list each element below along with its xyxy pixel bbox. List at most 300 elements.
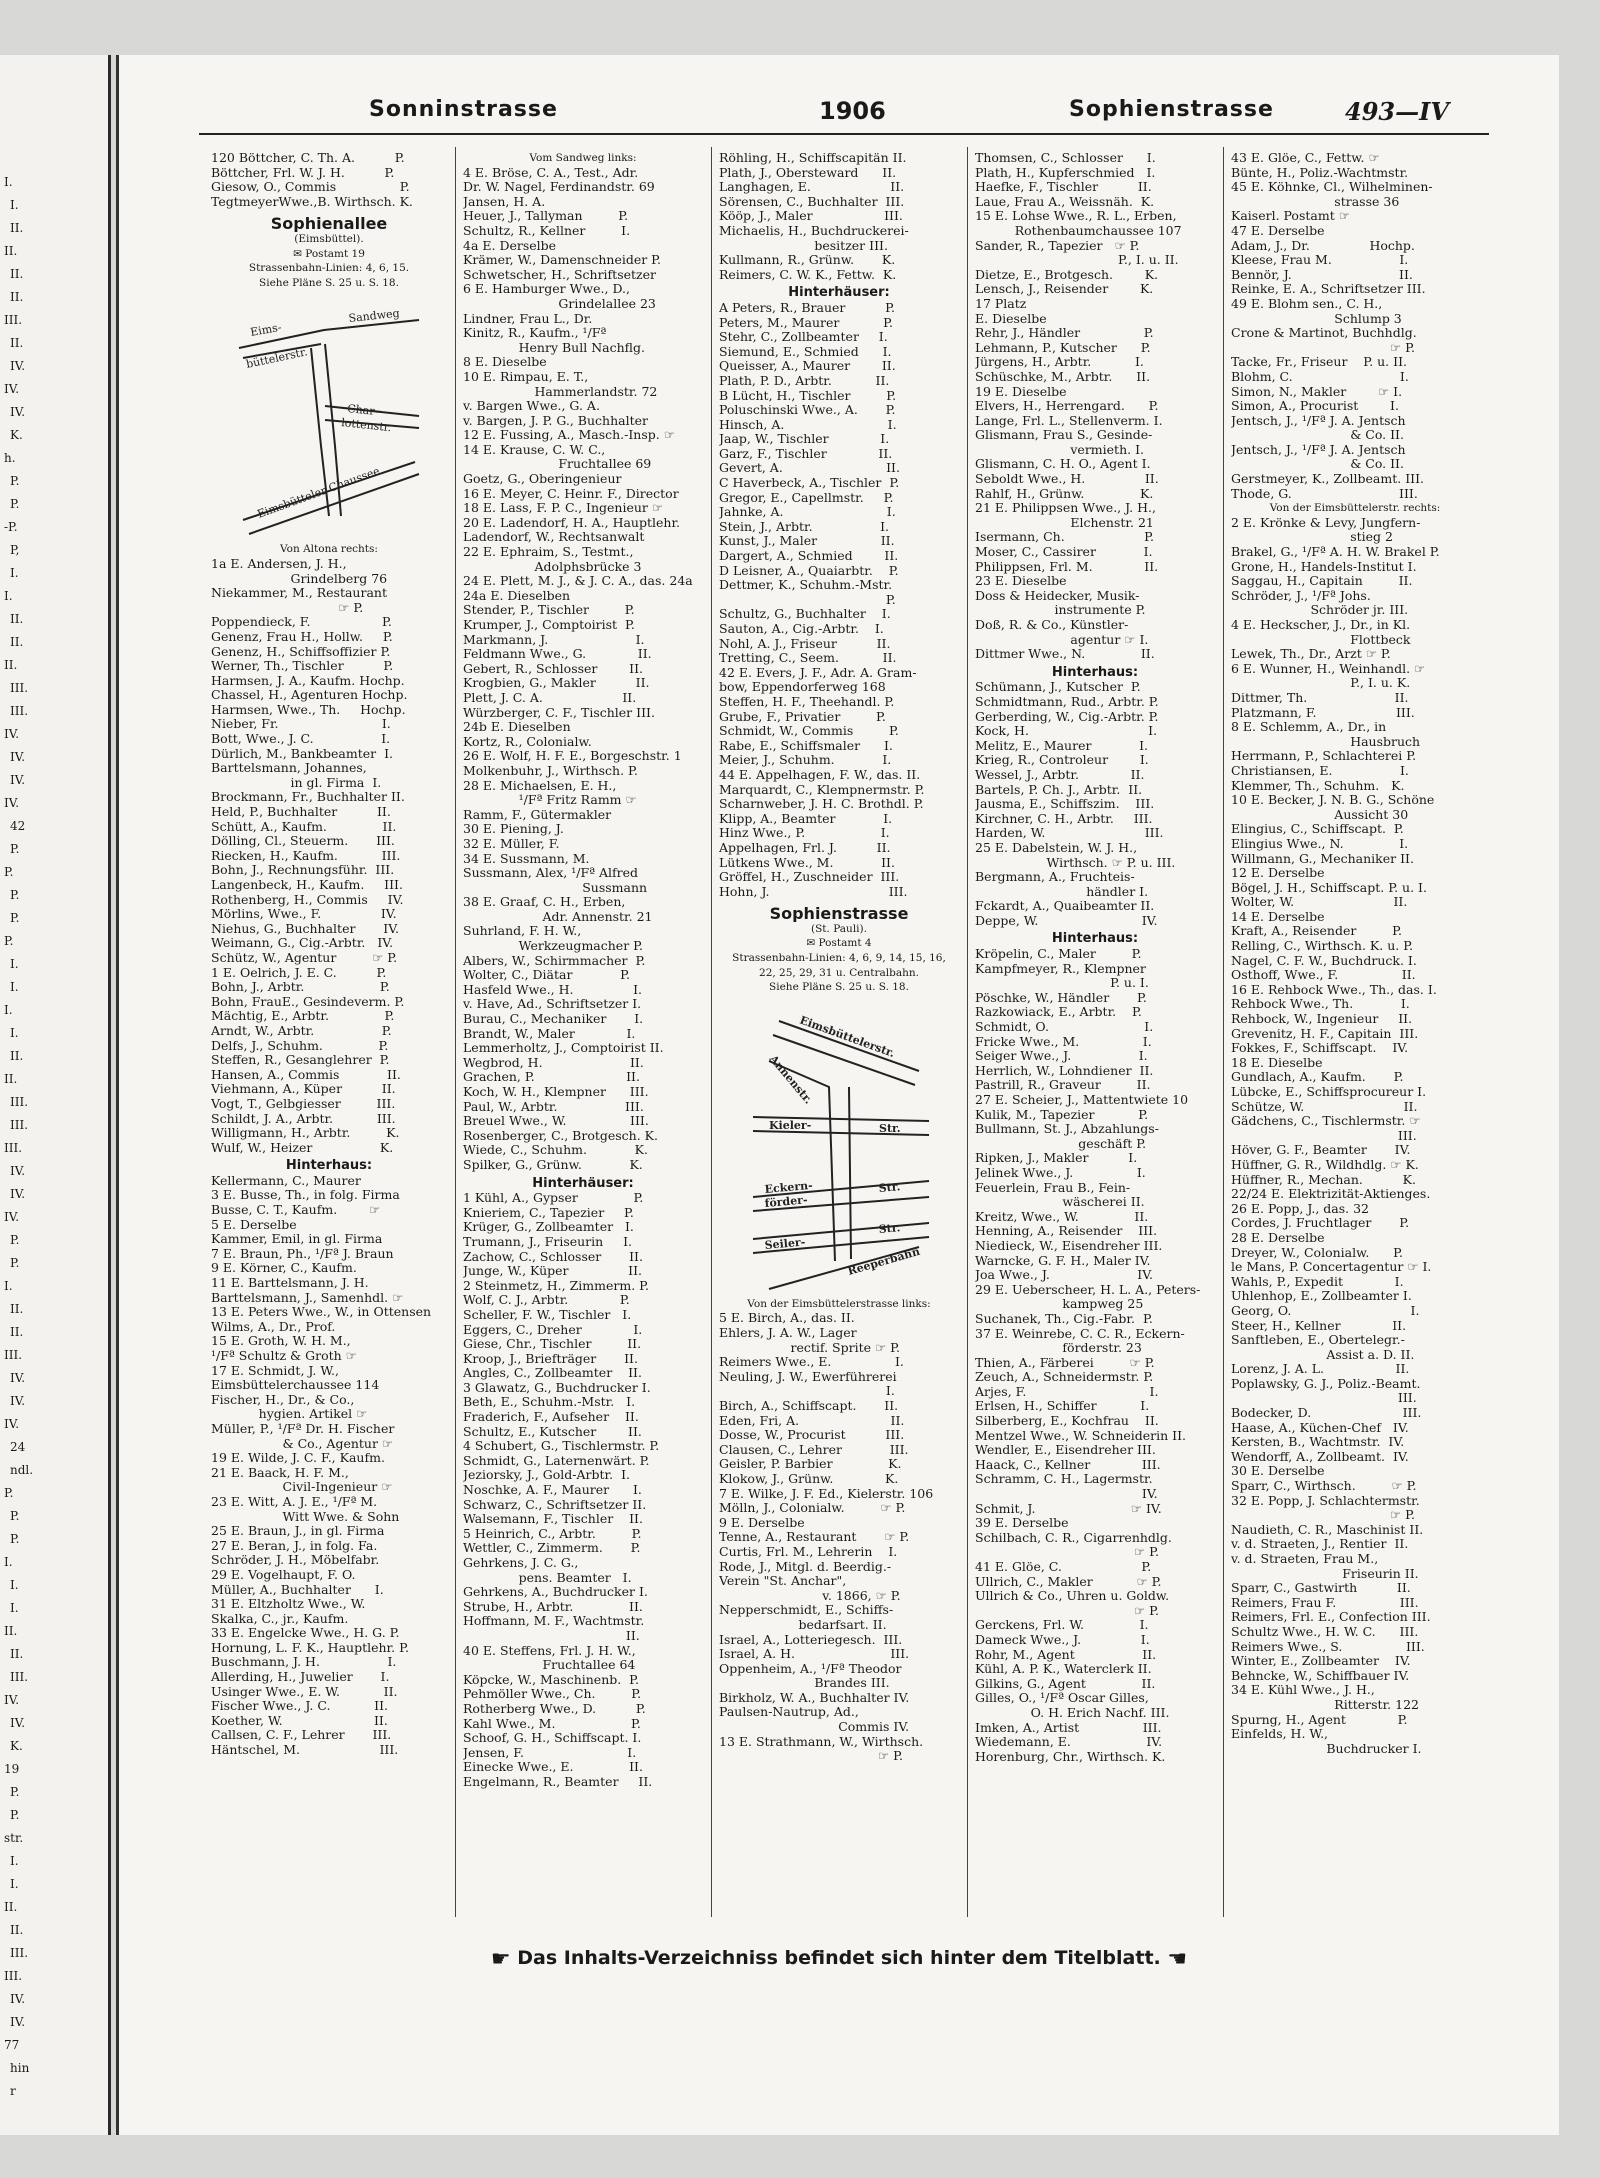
directory-entry: Israel, A., Lotteriegesch. III.	[719, 1632, 903, 1647]
directory-entry: 19 E. Dieselbe	[975, 384, 1067, 399]
directory-entry: Schramm, C. H., Lagermstr.	[975, 1472, 1153, 1487]
directory-entry: Willigmann, H., Arbtr. K.	[211, 1126, 400, 1141]
map-label: Str.	[878, 1179, 901, 1195]
margin-fragment: P,	[10, 543, 20, 557]
directory-entry: besitzer III.	[719, 238, 888, 253]
directory-entry: Razkowiack, E., Arbtr. P.	[975, 1005, 1142, 1020]
directory-entry: Einfelds, H. W.,	[1231, 1727, 1329, 1742]
directory-entry: Bott, Wwe., J. C. I.	[211, 732, 391, 747]
directory-entry: Fischer Wwe., J. C. II.	[211, 1699, 388, 1714]
margin-fragment: I.	[10, 1601, 19, 1615]
directory-entry: Kröpelin, C., Maler P.	[975, 947, 1142, 962]
directory-entry: Tacke, Fr., Friseur P. u. II.	[1231, 355, 1407, 370]
directory-entry: Lensch, J., Reisender K.	[975, 282, 1154, 297]
right-street-title: Sophienstrasse	[1069, 97, 1274, 122]
directory-entry: & Co. II.	[1231, 457, 1404, 472]
margin-fragment: 19	[4, 1762, 20, 1776]
directory-entry: 3 E. Busse, Th., in folg. Firma	[211, 1188, 400, 1203]
column-divider	[1223, 147, 1224, 1917]
directory-entry: 43 E. Glöe, C., Fettw. ☞	[1231, 151, 1380, 165]
margin-fragment: IV.	[10, 1716, 26, 1730]
directory-entry: Erlsen, H., Schiffer I.	[975, 1399, 1150, 1414]
directory-entry: Poluschinski Wwe., A. P.	[719, 403, 896, 418]
directory-entry: Krumper, J., Comptoirist P.	[463, 618, 635, 632]
directory-entry: Gevert, A. II.	[719, 461, 900, 476]
margin-fragment: r	[10, 2084, 16, 2098]
directory-entry: Kleese, Frau M. I.	[1231, 253, 1409, 268]
directory-entry: Gerstmeyer, K., Zollbeamt. III.	[1231, 472, 1424, 487]
margin-fragment: IV.	[10, 1371, 26, 1385]
directory-entry: I.	[719, 1384, 895, 1399]
directory-entry: Schmidtmann, Rud., Arbtr. P.	[975, 694, 1159, 709]
directory-entry: Pehmöller Wwe., Ch. P.	[463, 1687, 642, 1702]
directory-entry: 14 E. Derselbe	[1231, 909, 1325, 924]
directory-entry: hygien. Artikel ☞	[211, 1407, 368, 1422]
directory-entry: strasse 36	[1231, 194, 1400, 209]
directory-entry: Steer, H., Kellner II.	[1231, 1318, 1407, 1333]
directory-entry: Dürlich, M., Bankbeamter I.	[211, 746, 393, 761]
directory-entry: Wilms, A., Dr., Prof.	[211, 1319, 336, 1334]
directory-entry: 19 E. Wilde, J. C. F., Kaufm.	[211, 1451, 385, 1466]
directory-entry: Hoffmann, M. F., Wachtmstr.	[463, 1614, 645, 1629]
margin-fragment: IV.	[10, 1164, 26, 1178]
directory-entry: Fruchtallee 64	[463, 1658, 636, 1673]
directory-entry: 18 E. Dieselbe	[1231, 1055, 1323, 1070]
directory-entry: Melitz, E., Maurer I.	[975, 738, 1149, 753]
margin-fragment: P.	[10, 842, 20, 856]
directory-entry: Schultz, R., Kellner I.	[463, 223, 631, 238]
directory-entry: 11 E. Barttelsmann, J. H.	[211, 1276, 369, 1291]
section-heading: Hinterhaus:	[1051, 931, 1139, 947]
directory-entry: 7 E. Braun, Ph., ¹/Fª J. Braun	[211, 1246, 394, 1261]
margin-fragment: I.	[10, 1026, 19, 1040]
header-rule	[199, 133, 1489, 135]
directory-entry: Wolter, C., Diätar P.	[463, 968, 630, 983]
directory-entry: Kullmann, R., Grünw. K.	[719, 253, 896, 268]
directory-entry: Kaiserl. Postamt ☞	[1231, 209, 1350, 224]
section-note: Von der Eimsbüttelerstrasse links:	[747, 1297, 931, 1310]
directory-entry: Pöschke, W., Händler P.	[975, 990, 1147, 1005]
margin-fragment: II.	[10, 336, 24, 350]
section-note: Siehe Pläne S. 25 u. S. 18.	[769, 981, 909, 994]
directory-entry: Burau, C., Mechaniker I.	[463, 1012, 644, 1027]
directory-entry: Wolter, W. II.	[1231, 895, 1408, 910]
margin-fragment: 77	[4, 2038, 20, 2052]
margin-fragment: II.	[10, 1647, 24, 1661]
margin-fragment: II.	[10, 1923, 24, 1937]
directory-entry: Joa Wwe., J. IV.	[975, 1268, 1154, 1283]
directory-entry: Paul, W., Arbtr. III.	[463, 1099, 644, 1114]
directory-entry: Pastrill, R., Graveur II.	[975, 1078, 1151, 1093]
directory-entry: Trumann, J., Friseurin I.	[463, 1234, 632, 1249]
directory-entry: Rehbock Wwe., Th. I.	[1231, 997, 1410, 1012]
directory-entry: Buschmann, J. H. I.	[211, 1655, 397, 1670]
directory-entry: Sparr, C., Wirthsch. ☞ P.	[1231, 1479, 1417, 1494]
directory-entry: Genenz, H., Schiffsoffizier P.	[211, 644, 391, 659]
map-label: Str.	[878, 1220, 901, 1236]
directory-entry: Sörensen, C., Buchhalter III.	[719, 194, 905, 209]
directory-entry: Sparr, C., Gastwirth II.	[1231, 1581, 1411, 1596]
margin-fragment: IV.	[10, 2015, 26, 2029]
directory-entry: Scharnweber, J. H. C. Brothdl. P.	[719, 797, 924, 812]
directory-entry: Werner, Th., Tischler P.	[211, 659, 394, 674]
directory-entry: Steffen, H. F., Theehandl. P.	[719, 694, 895, 709]
directory-entry: Gehrkens, J. C. G.,	[463, 1556, 579, 1570]
directory-entry: Schmidt, W., Commis P.	[719, 724, 899, 739]
margin-fragment: -P.	[4, 520, 18, 534]
directory-entry: Hasfeld Wwe., H. I.	[463, 982, 643, 997]
directory-entry: Dameck Wwe., J. I.	[975, 1632, 1150, 1647]
margin-fragment: h.	[4, 451, 16, 465]
directory-entry: Brandt, W., Maler I.	[463, 1026, 636, 1041]
directory-entry: 26 E. Wolf, H. F. E., Borgeschstr. 1	[463, 749, 682, 764]
directory-entry: 17 Platz	[975, 296, 1027, 311]
directory-entry: Bohn, J., Rechnungsführ. III.	[211, 863, 395, 878]
directory-entry: Krämer, W., Damenschneider P.	[463, 253, 662, 268]
directory-entry: Elingius, C., Schiffscapt. P.	[1231, 822, 1404, 837]
directory-entry: rectif. Sprite ☞ P.	[719, 1340, 901, 1355]
directory-entry: Thode, G. III.	[1231, 486, 1418, 501]
directory-entry: Junge, W., Küper II.	[463, 1264, 642, 1279]
directory-entry: Schröder jr. III.	[1231, 603, 1409, 618]
directory-entry: Zachow, C., Schlosser II.	[463, 1249, 643, 1264]
directory-entry: Allerding, H., Juwelier I.	[211, 1670, 390, 1685]
directory-entry: Mächtig, E., Arbtr. P.	[211, 1009, 395, 1024]
directory-entry: Rabe, E., Schiffsmaler I.	[719, 738, 893, 753]
directory-entry: 30 E. Piening, J.	[463, 822, 564, 837]
directory-entry: Hüffner, R., Mechan. K.	[1231, 1172, 1416, 1187]
directory-entry: Niehus, G., Buchhalter IV.	[211, 921, 400, 936]
directory-entry: Kortz, R., Colonialw.	[463, 734, 592, 749]
directory-entry: Schümann, J., Kutscher P.	[975, 680, 1141, 695]
margin-fragment: III.	[10, 1118, 29, 1132]
directory-entry: Harden, W. III.	[975, 826, 1164, 841]
directory-entry: stieg 2	[1231, 530, 1393, 545]
directory-entry: Civil-Ingenieur ☞	[211, 1480, 393, 1495]
directory-entry: Klokow, J., Grünw. K.	[719, 1471, 899, 1486]
directory-entry: in gl. Firma I.	[211, 775, 382, 790]
section-note: Von Altona rechts:	[280, 543, 378, 556]
directory-entry: Brockmann, Fr., Buchhalter II.	[211, 790, 405, 805]
directory-entry: P. u. I.	[975, 976, 1149, 991]
directory-entry: Engelmann, R., Beamter II.	[463, 1774, 653, 1789]
directory-entry: Kellermann, C., Maurer	[211, 1173, 361, 1188]
directory-entry: Niedieck, W., Eisendreher III.	[975, 1238, 1163, 1253]
column-3	[719, 151, 959, 1911]
directory-entry: Fckardt, A., Quaibeamter II.	[975, 899, 1155, 914]
margin-fragment: III.	[4, 1141, 23, 1155]
directory-entry: Horenburg, Chr., Wirthsch. K.	[975, 1749, 1166, 1764]
margin-fragment: P.	[10, 1233, 20, 1247]
margin-fragment: II.	[4, 1624, 18, 1638]
directory-entry: Lehmann, P., Kutscher P.	[975, 340, 1151, 355]
directory-entry: v. d. Straeten, Frau M.,	[1231, 1552, 1379, 1566]
directory-entry: O. H. Erich Nachf. III.	[975, 1705, 1170, 1720]
directory-entry: Simon, A., Procurist I.	[1231, 399, 1399, 414]
directory-entry: Stehr, C., Zollbeamter I.	[719, 330, 888, 345]
directory-entry: Neuling, J. W., Ewerführerei	[719, 1369, 897, 1384]
margin-fragment: IV.	[4, 1417, 20, 1431]
map-label: Sandweg	[347, 307, 401, 326]
directory-entry: Schütt, A., Kaufm. II.	[211, 819, 397, 834]
margin-fragment: P.	[10, 1808, 20, 1822]
margin-fragment: II.	[10, 1325, 24, 1339]
directory-entry: v. 1866, ☞ P.	[719, 1588, 901, 1603]
directory-entry: Kersten, B., Wachtmstr. IV.	[1231, 1435, 1405, 1450]
margin-fragment: I.	[10, 1877, 19, 1891]
directory-entry: 2 E. Krönke & Levy, Jungfern-	[1231, 515, 1421, 530]
directory-entry: Suchanek, Th., Cig.-Fabr. P.	[975, 1311, 1153, 1326]
directory-entry: Weimann, G., Cig.-Arbtr. IV.	[211, 936, 394, 951]
directory-entry: Brakel, G., ¹/Fª A. H. W. Brakel P.	[1231, 545, 1440, 560]
directory-entry: Schultz Wwe., H. W. C. III.	[1231, 1624, 1419, 1639]
directory-entry: kampweg 25	[975, 1297, 1144, 1312]
margin-fragment: K.	[10, 1739, 23, 1753]
directory-entry: Schildt, J. A., Arbtr. III.	[211, 1111, 396, 1126]
directory-entry: ☞ P.	[211, 600, 364, 615]
directory-entry: A Peters, R., Brauer P.	[719, 300, 895, 315]
directory-entry: Gerckens, Frl. W. I.	[975, 1618, 1149, 1633]
directory-entry: Crone & Martinot, Buchhdlg.	[1231, 326, 1417, 341]
directory-entry: v. Bargen Wwe., G. A.	[463, 399, 600, 414]
directory-entry: 15 E. Lohse Wwe., R. L., Erben,	[975, 209, 1177, 224]
directory-entry: Birch, A., Schiffscapt. II.	[719, 1399, 899, 1413]
directory-entry: 42 E. Evers, J. F., Adr. A. Gram-	[719, 665, 917, 680]
directory-entry: Imken, A., Artist III.	[975, 1720, 1162, 1735]
directory-entry: Dietze, E., Brotgesch. K.	[975, 267, 1159, 282]
directory-entry: Ramm, F., Gütermakler	[463, 807, 612, 822]
directory-entry: TegtmeyerWwe.,B. Wirthsch. K.	[211, 194, 413, 209]
directory-entry: Niekammer, M., Restaurant	[211, 586, 387, 601]
margin-fragment: III.	[10, 681, 29, 695]
directory-entry: Busse, C. T., Kaufm. ☞	[211, 1203, 381, 1218]
margin-fragment: II.	[4, 1900, 18, 1914]
directory-entry: C Haverbeck, A., Tischler P.	[719, 476, 900, 491]
directory-entry: Chassel, H., Agenturen Hochp.	[211, 688, 408, 703]
directory-entry: Schmidt, G., Laternenwärt. P.	[463, 1453, 650, 1468]
directory-entry: Plath, P. D., Arbtr. II.	[719, 373, 890, 388]
directory-entry: Rehr, J., Händler P.	[975, 326, 1154, 341]
directory-entry: Sanftleben, E., Obertelegr.-	[1231, 1333, 1405, 1348]
directory-entry: Hornung, L. F. K., Hauptlehr. P.	[211, 1640, 409, 1655]
directory-entry: Reimers Wwe., S. III.	[1231, 1639, 1425, 1654]
directory-entry: Eggers, C., Dreher I.	[463, 1322, 643, 1337]
directory-entry: Böttcher, Frl. W. J. H. P.	[211, 165, 395, 180]
directory-entry: Häntschel, M. III.	[211, 1743, 399, 1758]
footer-text: Das Inhalts-Verzeichniss befindet sich hinter dem Titelblatt.	[517, 1947, 1161, 1969]
directory-entry: Klemmer, Th., Schuhm. K.	[1231, 778, 1405, 793]
directory-entry: Stein, J., Arbtr. I.	[719, 519, 890, 534]
directory-entry: Fischer, H., Dr., & Co.,	[211, 1392, 355, 1407]
directory-entry: 34 E. Kühl Wwe., J. H.,	[1231, 1683, 1375, 1698]
directory-entry: Deppe, W. IV.	[975, 913, 1158, 928]
directory-entry: Silberberg, E., Kochfrau II.	[975, 1414, 1159, 1429]
footer-notice	[119, 1947, 1559, 1972]
directory-entry: Kühl, A. P. K., Waterclerk II.	[975, 1662, 1152, 1677]
margin-fragment: 42	[10, 819, 26, 833]
pointing-hand-icon: ☚	[1167, 1947, 1188, 1972]
directory-entry: Skalka, C., jr., Kaufm.	[211, 1611, 349, 1626]
section-note: Vom Sandweg links:	[529, 152, 637, 164]
directory-entry: Ripken, J., Makler I.	[975, 1151, 1138, 1166]
directory-entry: 16 E. Rehbock Wwe., Th., das. I.	[1231, 982, 1437, 997]
margin-fragment: P.	[10, 1532, 20, 1546]
directory-entry: 25 E. Braun, J., in gl. Firma	[211, 1524, 385, 1539]
directory-entry: Angles, C., Zollbeamter II.	[463, 1366, 642, 1381]
directory-entry: vermieth. I.	[975, 442, 1144, 457]
directory-entry: Garz, F., Tischler II.	[719, 446, 893, 461]
directory-entry: 10 E. Becker, J. N. B. G., Schöne	[1231, 793, 1435, 808]
directory-entry: Wiedemann, E. IV.	[975, 1735, 1163, 1750]
directory-entry: 41 E. Glöe, C. P.	[975, 1560, 1152, 1574]
margin-fragment: II.	[4, 244, 18, 258]
directory-entry: Jürgens, H., Arbtr. I.	[975, 355, 1144, 370]
directory-entry: Adolphsbrücke 3	[463, 559, 642, 574]
directory-entry: Kinitz, R., Kaufm., ¹/Fª	[463, 326, 607, 341]
margin-fragment: I.	[10, 1854, 19, 1868]
directory-entry: 45 E. Köhnke, Cl., Wilhelminen-	[1231, 180, 1433, 195]
directory-entry: Paulsen-Nautrup, Ad.,	[719, 1705, 859, 1720]
directory-entry: 6 E. Wunner, H., Weinhandl. ☞	[1231, 661, 1426, 676]
directory-entry: Reimers, Frl. E., Confection III.	[1231, 1610, 1431, 1625]
directory-entry: 1 Kühl, A., Gypser P.	[463, 1191, 644, 1206]
directory-entry: förderstr. 23	[975, 1341, 1142, 1356]
map-label: Annenstr.	[766, 1052, 815, 1107]
margin-fragment: I.	[10, 1578, 19, 1592]
directory-entry: Haack, C., Kellner III.	[975, 1457, 1161, 1472]
directory-entry: Kraft, A., Reisender P.	[1231, 924, 1402, 939]
directory-entry: Friseurin II.	[1231, 1566, 1419, 1581]
directory-entry: Tretting, C., Seem. II.	[719, 651, 897, 666]
directory-entry: Simon, N., Makler ☞ I.	[1231, 384, 1403, 399]
directory-entry: Ladendorf, W., Rechtsanwalt	[463, 530, 645, 545]
column-divider	[455, 147, 456, 1917]
directory-entry: Nieber, Fr. I.	[211, 717, 391, 732]
directory-entry: händler I.	[975, 884, 1149, 899]
directory-entry: Fricke Wwe., M. I.	[975, 1034, 1152, 1049]
directory-entry: Herrlich, W., Lohndiener II.	[975, 1063, 1154, 1078]
directory-entry: 9 E. Derselbe	[719, 1515, 805, 1530]
directory-entry: 13 E. Strathmann, W., Wirthsch.	[719, 1734, 924, 1749]
directory-entry: Usinger Wwe., E. W. II.	[211, 1684, 398, 1699]
margin-fragment: II.	[10, 1049, 24, 1063]
directory-entry: Doss & Heidecker, Musik-	[975, 588, 1140, 603]
directory-entry: instrumente P.	[975, 603, 1146, 618]
directory-entry: Schmit, J. ☞ IV.	[975, 1501, 1162, 1516]
directory-entry: ☞ P.	[975, 1545, 1159, 1560]
map-label: Eimsbüttelerstr.	[797, 1013, 897, 1060]
margin-fragment: IV.	[4, 382, 20, 396]
directory-entry: Rode, J., Mitgl. d. Beerdig.-	[719, 1559, 892, 1574]
directory-entry: Haase, A., Küchen-Chef IV.	[1231, 1420, 1409, 1435]
margin-fragment: IV.	[10, 359, 26, 373]
directory-entry: 4 E. Heckscher, J., Dr., in Kl.	[1231, 618, 1411, 632]
directory-entry: Wulf, W., Heizer K.	[211, 1140, 394, 1155]
directory-entry: 28 E. Michaelsen, E. H.,	[463, 778, 617, 793]
margin-fragment: hin	[10, 2061, 30, 2075]
directory-entry: Walsemann, F., Tischler II.	[463, 1512, 643, 1527]
directory-entry: Giesow, O., Commis P.	[211, 180, 410, 195]
directory-entry: Arndt, W., Arbtr. P.	[211, 1023, 392, 1038]
directory-entry: Knieriem, C., Tapezier P.	[463, 1205, 634, 1220]
directory-entry: Doß, R. & Co., Künstler-	[975, 618, 1129, 632]
page-header	[119, 97, 1559, 137]
directory-entry: 6 E. Hamburger Wwe., D.,	[463, 282, 630, 297]
directory-entry: Einecke Wwe., E. II.	[463, 1760, 643, 1775]
directory-entry: 39 E. Derselbe	[975, 1516, 1069, 1531]
directory-entry: Rahlf, H., Grünw. K.	[975, 486, 1154, 501]
column-1	[211, 151, 447, 1911]
directory-entry: Ullrich & Co., Uhren u. Goldw.	[975, 1589, 1170, 1604]
page-number: 493—IV	[1345, 97, 1449, 126]
directory-entry: Kulik, M., Tapezier P.	[975, 1107, 1149, 1122]
directory-entry: Willmann, G., Mechaniker II.	[1231, 851, 1414, 866]
directory-entry: II.	[463, 1628, 640, 1643]
directory-entry: Kroop, J., Briefträger II.	[463, 1351, 638, 1366]
directory-entry: Gebert, R., Schlosser II.	[463, 661, 644, 676]
directory-entry: Albers, W., Schirmmacher P.	[463, 953, 646, 968]
directory-page	[116, 55, 1559, 2135]
directory-entry: Hausbruch	[1231, 734, 1421, 749]
directory-entry: Gröffel, H., Zuschneider III.	[719, 870, 900, 885]
directory-entry: agentur ☞ I.	[975, 632, 1149, 647]
directory-entry: Krieg, R., Controleur I.	[975, 753, 1149, 768]
street-section-title: Sophienstrasse	[769, 904, 909, 922]
directory-entry: Markmann, J. I.	[463, 632, 645, 647]
directory-entry: Schüschke, M., Arbtr. II.	[975, 369, 1151, 384]
directory-entry: Lütkens Wwe., M. II.	[719, 855, 895, 870]
directory-entry: Eimsbüttelerchaussee 114	[211, 1378, 380, 1393]
directory-entry: Moser, C., Cassirer I.	[975, 545, 1153, 560]
directory-entry: Grindelallee 23	[463, 296, 656, 311]
map-label: Eims-	[249, 321, 283, 340]
directory-entry: 23 E. Dieselbe	[975, 574, 1067, 589]
directory-entry: & Co., Agentur ☞	[211, 1436, 394, 1451]
directory-entry: 17 E. Schmidt, J. W.,	[211, 1363, 339, 1378]
directory-entry: Klipp, A., Beamter I.	[719, 811, 893, 826]
directory-entry: Philippsen, Frl. M. II.	[975, 559, 1159, 574]
margin-fragment: P.	[10, 888, 20, 902]
directory-entry: Mölln, J., Colonialw. ☞ P.	[719, 1501, 906, 1516]
map-label: Eckern-	[764, 1178, 814, 1196]
directory-entry: Schwetscher, H., Schriftsetzer	[463, 267, 656, 282]
directory-entry: Ritterstr. 122	[1231, 1697, 1419, 1712]
directory-entry: 38 E. Graaf, C. H., Erben,	[463, 895, 626, 910]
section-note: 22, 25, 29, 31 u. Centralbahn.	[759, 966, 919, 979]
directory-entry: Viehmann, A., Küper II.	[211, 1082, 396, 1097]
margin-fragment: str.	[4, 1831, 24, 1845]
directory-entry: Sussmann, Alex, ¹/Fª Alfred	[463, 866, 639, 881]
directory-entry: Schoof, G. H., Schiffscapt. I.	[463, 1731, 642, 1746]
directory-entry: v. Bargen, J. P. G., Buchhalter	[463, 413, 648, 428]
directory-entry: Schilbach, C. R., Cigarrenhdlg.	[975, 1530, 1172, 1545]
section-note: ✉ Postamt 4	[806, 937, 872, 950]
directory-entry: Wahls, P., Expedit I.	[1231, 1274, 1404, 1289]
margin-fragment: IV.	[10, 773, 26, 787]
directory-entry: 40 E. Steffens, Frl. J. H. W.,	[463, 1643, 636, 1658]
margin-fragment: IV.	[4, 796, 20, 810]
section-note: Siehe Pläne S. 25 u. S. 18.	[259, 276, 399, 289]
directory-entry: 31 E. Eltzholtz Wwe., W.	[211, 1597, 366, 1612]
directory-entry: 22/24 E. Elektrizität-Aktienges.	[1231, 1187, 1431, 1202]
directory-entry: Grone, H., Handels-Institut I.	[1231, 559, 1417, 574]
street-section-title: Sophienallee	[270, 214, 388, 232]
directory-entry: 18 E. Lass, F. P. C., Ingenieur ☞	[463, 501, 664, 516]
map-label: lottenstr.	[340, 416, 392, 435]
directory-entry: Blohm, C. I.	[1231, 369, 1409, 384]
directory-entry: 30 E. Derselbe	[1231, 1464, 1325, 1479]
directory-entry: Röhling, H., Schiffscapitän II.	[719, 151, 907, 165]
